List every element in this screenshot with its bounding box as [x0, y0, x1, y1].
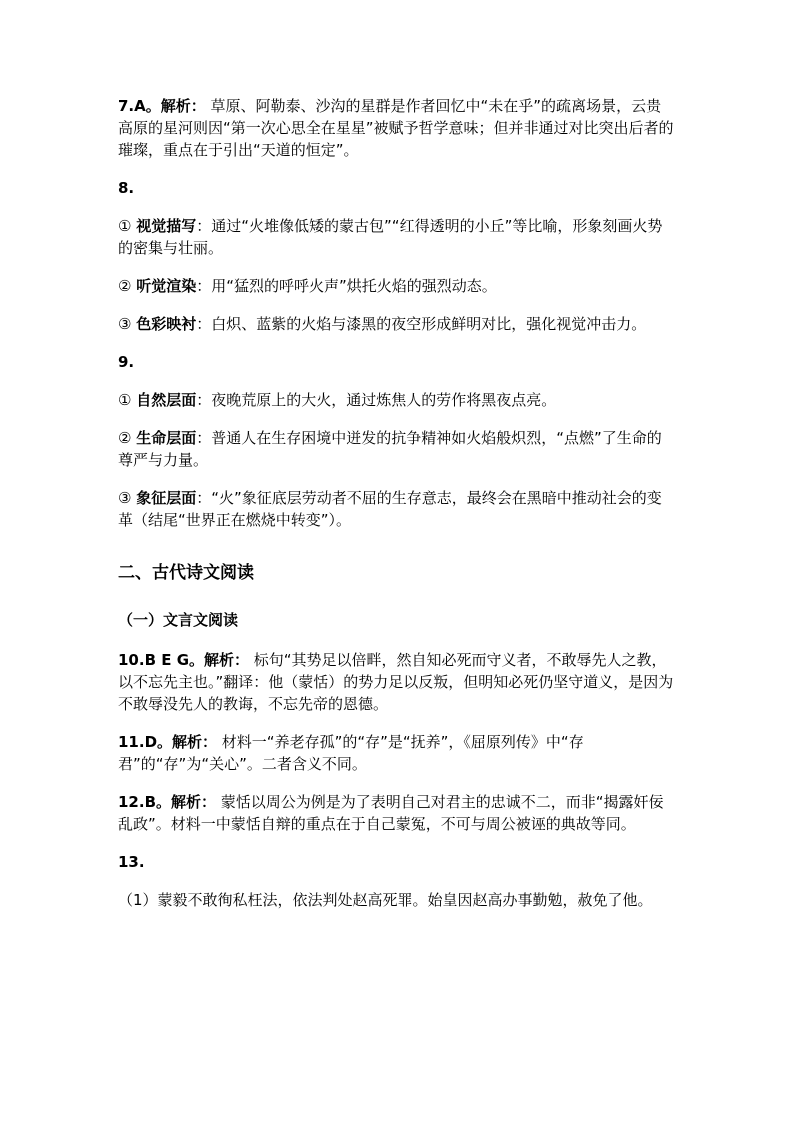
answer-12: [118, 791, 676, 835]
item-text: ：普通人在生存困境中迸发的抗争精神如火焰般炽烈，“点燃”了生命的尊严与力量。: [118, 429, 662, 469]
item-marker: ③: [118, 315, 132, 333]
answer-12-label: 12.B。解析：: [118, 793, 217, 811]
answer-7-label: 7.A。解析：: [118, 97, 206, 115]
item-text: ：白炽、蓝紫的火焰与漆黑的夜空形成鲜明对比，强化视觉冲击力。: [196, 315, 647, 333]
answer-7: [118, 95, 676, 161]
item-text: ：夜晚荒原上的大火，通过炼焦人的劳作将黑夜点亮。: [196, 391, 557, 409]
answer-12-text: 蒙恬以周公为例是为了表明自己对君主的忠诚不二，而非“揭露奸佞乱政”。材料一中蒙恬自辩的重点在于自己蒙冤，不可与周公被诬的典故等同。: [118, 793, 664, 833]
item-marker: ②: [118, 277, 132, 295]
item-text: ：通过“火堆像低矮的蒙古包”“红得透明的小丘”等比喻，形象刻画火势的密集与壮丽。: [118, 217, 663, 257]
item-marker: ③: [118, 489, 132, 507]
answer-9-item-2: [118, 427, 676, 471]
item-label: 自然层面: [136, 391, 197, 409]
item-label: 色彩映衬: [136, 315, 197, 333]
answer-8-item-1: [118, 215, 676, 259]
section-heading: 二、古代诗文阅读: [118, 563, 254, 583]
item-marker: ①: [118, 217, 132, 235]
answer-13-number: 13.: [118, 853, 145, 871]
answer-10: [118, 649, 676, 715]
answer-8-number: 8.: [118, 179, 135, 197]
item-text: ：用“猛烈的呼呼火声”烘托火焰的强烈动态。: [196, 277, 497, 295]
answer-13-part-1: （1）蒙毅不敢徇私枉法，依法判处赵高死罪。始皇因赵高办事勤勉，赦免了他。: [118, 891, 653, 909]
answer-9-item-1: [118, 389, 676, 411]
item-text: ：“火”象征底层劳动者不屈的生存意志，最终会在黑暗中推动社会的变革（结尾“世界正在燃烧中转变”）。: [118, 489, 662, 529]
answer-8-item-3: [118, 313, 676, 335]
answer-7-text: 草原、阿勒泰、沙沟的星群是作者回忆中“未在乎”的疏离场景，云贵高原的星河则因“第一次心思全在星星”被赋予哲学意味；但并非通过对比突出后者的璀璨，重点在于引出“天道的恒定”。: [118, 97, 674, 159]
subsection-heading: （一）文言文阅读: [118, 611, 239, 629]
item-marker: ①: [118, 391, 132, 409]
answer-9-number: 9.: [118, 353, 135, 371]
item-label: 象征层面: [136, 489, 197, 507]
answer-11-text: 材料一“养老存孤”的“存”是“抚养”，《屈原列传》中“存君”的“存”为“关心”。二者含义不同。: [118, 733, 584, 773]
answer-10-text: 标句“其势足以倍畔，然自知必死而守义者，不敢辱先人之教，以不忘先主也。”翻译：他（蒙恬）的势力足以反叛，但明知必死仍坚守道义，是因为不敢辱没先人的教诲，不忘先帝的恩德。: [118, 651, 674, 713]
answer-9-item-3: [118, 487, 676, 531]
answer-11-label: 11.D。解析：: [118, 733, 218, 751]
item-label: 视觉描写: [136, 217, 197, 235]
item-marker: ②: [118, 429, 132, 447]
item-label: 听觉渲染: [136, 277, 197, 295]
item-label: 生命层面: [136, 429, 197, 447]
answer-10-label: 10.B E G。解析：: [118, 651, 250, 669]
answer-8-item-2: [118, 275, 676, 297]
answer-page: [118, 95, 676, 927]
answer-11: [118, 731, 676, 775]
